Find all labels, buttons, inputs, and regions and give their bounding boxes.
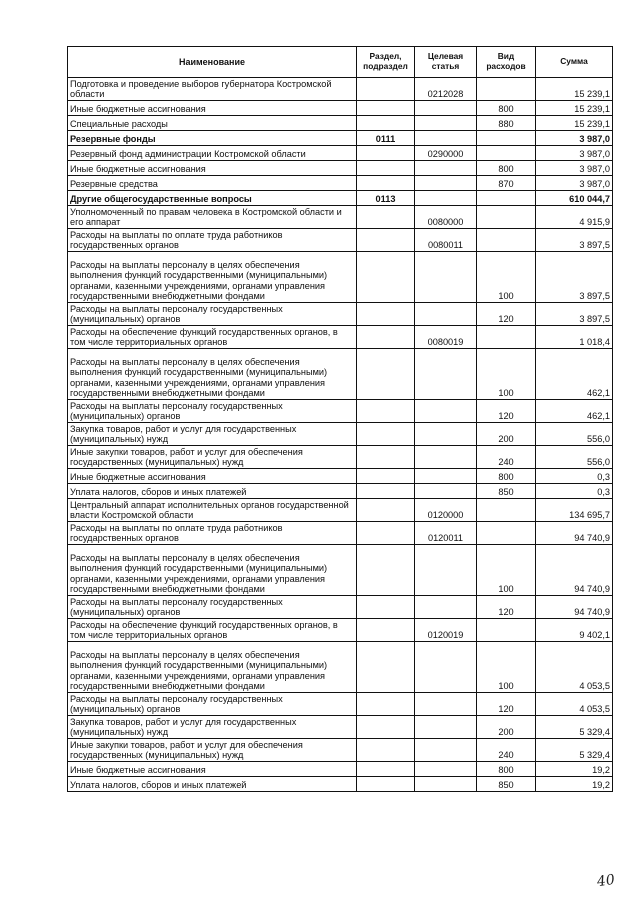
header-sum: Сумма [536,47,613,78]
cell-razdel [357,522,415,545]
cell-razdel [357,693,415,716]
cell-cel [415,116,477,131]
cell-cel [415,484,477,499]
cell-razdel [357,349,415,400]
cell-vid: 100 [477,642,536,693]
cell-name: Другие общегосударственные вопросы [68,191,357,206]
cell-name: Расходы на обеспечение функций государственных органов, в том числе территориальных органов [68,326,357,349]
cell-name: Иные бюджетные ассигнования [68,101,357,116]
header-vid: Вид расходов [477,47,536,78]
table-row [68,596,613,619]
cell-cel [415,777,477,792]
cell-cel [415,642,477,693]
cell-name: Центральный аппарат исполнительных органов государственной власти Костромской области [68,499,357,522]
cell-cel [415,101,477,116]
cell-vid: 120 [477,693,536,716]
cell-sum: 556,0 [536,423,613,446]
cell-vid: 240 [477,446,536,469]
cell-name: Расходы на выплаты по оплате труда работников государственных органов [68,522,357,545]
cell-name: Расходы на выплаты персоналу в целях обеспечения выполнения функций государственными (муниципальными) органами, казенными учреждениями, органами управления государственными внебюджетными фондами [68,252,357,303]
cell-vid: 200 [477,716,536,739]
cell-cel [415,739,477,762]
cell-cel [415,252,477,303]
cell-razdel [357,423,415,446]
cell-sum: 462,1 [536,400,613,423]
cell-cel [415,545,477,596]
table-row [68,400,613,423]
cell-razdel [357,229,415,252]
page-number: 40 [595,871,616,891]
cell-cel [415,131,477,146]
cell-cel: 0080000 [415,206,477,229]
cell-razdel [357,642,415,693]
table-row [68,739,613,762]
cell-name: Иные бюджетные ассигнования [68,161,357,176]
table-row [68,303,613,326]
cell-vid: 800 [477,101,536,116]
cell-vid: 800 [477,161,536,176]
cell-cel [415,469,477,484]
cell-cel [415,596,477,619]
cell-vid: 200 [477,423,536,446]
cell-name: Расходы на выплаты персоналу в целях обеспечения выполнения функций государственными (муниципальными) органами, казенными учреждениями, органами управления государственными внебюджетными фондами [68,545,357,596]
cell-sum: 3 987,0 [536,161,613,176]
cell-name: Иные закупки товаров, работ и услуг для обеспечения государственных (муниципальных) нужд [68,739,357,762]
table-row [68,522,613,545]
cell-razdel [357,146,415,161]
table-row [68,206,613,229]
cell-vid: 850 [477,777,536,792]
cell-cel [415,446,477,469]
cell-vid: 120 [477,400,536,423]
cell-name: Расходы на выплаты персоналу государственных (муниципальных) органов [68,400,357,423]
cell-sum: 556,0 [536,446,613,469]
cell-razdel [357,78,415,101]
cell-sum: 134 695,7 [536,499,613,522]
cell-name: Резервный фонд администрации Костромской области [68,146,357,161]
header-razdel: Раздел, подраздел [357,47,415,78]
cell-sum: 15 239,1 [536,78,613,101]
cell-vid [477,131,536,146]
cell-sum: 462,1 [536,349,613,400]
cell-razdel [357,596,415,619]
table-row [68,469,613,484]
cell-cel: 0080011 [415,229,477,252]
cell-name: Закупка товаров, работ и услуг для государственных (муниципальных) нужд [68,423,357,446]
table-row [68,499,613,522]
table-row [68,349,613,400]
cell-razdel: 0113 [357,191,415,206]
cell-vid: 120 [477,303,536,326]
cell-name: Расходы на выплаты персоналу в целях обеспечения выполнения функций государственными (муниципальными) органами, казенными учреждениями, органами управления государственными внебюджетными фондами [68,642,357,693]
cell-sum: 3 987,0 [536,176,613,191]
cell-cel [415,423,477,446]
cell-razdel: 0111 [357,131,415,146]
cell-vid [477,206,536,229]
table-row [68,146,613,161]
cell-vid: 240 [477,739,536,762]
cell-cel: 0080019 [415,326,477,349]
cell-cel: 0120011 [415,522,477,545]
cell-name: Уполномоченный по правам человека в Костромской области и его аппарат [68,206,357,229]
cell-vid [477,499,536,522]
cell-name: Иные закупки товаров, работ и услуг для обеспечения государственных (муниципальных) нужд [68,446,357,469]
cell-name: Иные бюджетные ассигнования [68,762,357,777]
table-header-row [68,47,613,78]
cell-sum: 15 239,1 [536,101,613,116]
cell-cel [415,762,477,777]
cell-sum: 9 402,1 [536,619,613,642]
cell-razdel [357,469,415,484]
cell-sum: 3 897,5 [536,303,613,326]
cell-vid [477,619,536,642]
table-row [68,101,613,116]
cell-razdel [357,161,415,176]
cell-sum: 0,3 [536,484,613,499]
cell-cel: 0212028 [415,78,477,101]
cell-vid: 800 [477,469,536,484]
cell-vid: 880 [477,116,536,131]
table-row [68,446,613,469]
cell-name: Расходы на выплаты персоналу в целях обеспечения выполнения функций государственными (муниципальными) органами, казенными учреждениями, органами управления государственными внебюджетными фондами [68,349,357,400]
cell-vid: 800 [477,762,536,777]
cell-vid: 100 [477,252,536,303]
table-row [68,78,613,101]
cell-name: Расходы на выплаты персоналу государственных (муниципальных) органов [68,596,357,619]
cell-sum: 5 329,4 [536,739,613,762]
cell-name: Специальные расходы [68,116,357,131]
cell-vid: 120 [477,596,536,619]
cell-cel: 0120000 [415,499,477,522]
cell-sum: 94 740,9 [536,545,613,596]
cell-name: Иные бюджетные ассигнования [68,469,357,484]
cell-name: Закупка товаров, работ и услуг для государственных (муниципальных) нужд [68,716,357,739]
cell-cel [415,693,477,716]
cell-name: Резервные фонды [68,131,357,146]
table-row [68,326,613,349]
cell-razdel [357,446,415,469]
cell-sum: 15 239,1 [536,116,613,131]
cell-sum: 5 329,4 [536,716,613,739]
cell-cel: 0120019 [415,619,477,642]
cell-name: Расходы на выплаты персоналу государственных (муниципальных) органов [68,303,357,326]
cell-cel [415,191,477,206]
table-row [68,484,613,499]
table-row [68,161,613,176]
cell-sum: 4 915,9 [536,206,613,229]
cell-name: Подготовка и проведение выборов губернатора Костромской области [68,78,357,101]
cell-sum: 94 740,9 [536,522,613,545]
cell-razdel [357,739,415,762]
cell-vid: 850 [477,484,536,499]
cell-razdel [357,499,415,522]
cell-razdel [357,619,415,642]
cell-sum: 19,2 [536,777,613,792]
header-name: Наименование [68,47,357,78]
cell-sum: 3 987,0 [536,131,613,146]
table-row [68,131,613,146]
cell-name: Расходы на выплаты по оплате труда работников государственных органов [68,229,357,252]
cell-razdel [357,400,415,423]
table-row [68,642,613,693]
cell-sum: 94 740,9 [536,596,613,619]
cell-vid: 870 [477,176,536,191]
cell-vid [477,78,536,101]
cell-name: Уплата налогов, сборов и иных платежей [68,484,357,499]
cell-cel [415,161,477,176]
table-row [68,762,613,777]
cell-sum: 3 987,0 [536,146,613,161]
cell-razdel [357,252,415,303]
cell-razdel [357,176,415,191]
cell-vid [477,191,536,206]
table-row [68,176,613,191]
table-row [68,693,613,716]
cell-name: Уплата налогов, сборов и иных платежей [68,777,357,792]
budget-table [67,46,613,792]
cell-sum: 1 018,4 [536,326,613,349]
table-row [68,545,613,596]
table-row [68,716,613,739]
cell-sum: 19,2 [536,762,613,777]
cell-name: Расходы на выплаты персоналу государственных (муниципальных) органов [68,693,357,716]
cell-vid [477,326,536,349]
header-cel: Целевая статья [415,47,477,78]
cell-razdel [357,545,415,596]
cell-razdel [357,762,415,777]
cell-cel [415,716,477,739]
cell-razdel [357,101,415,116]
cell-vid: 100 [477,349,536,400]
table-row [68,252,613,303]
cell-sum: 3 897,5 [536,252,613,303]
cell-razdel [357,303,415,326]
cell-vid [477,146,536,161]
cell-name: Расходы на обеспечение функций государственных органов, в том числе территориальных органов [68,619,357,642]
cell-sum: 610 044,7 [536,191,613,206]
cell-sum: 4 053,5 [536,642,613,693]
table-row [68,619,613,642]
table-row [68,229,613,252]
cell-razdel [357,716,415,739]
cell-cel [415,303,477,326]
cell-sum: 0,3 [536,469,613,484]
cell-vid [477,229,536,252]
cell-razdel [357,116,415,131]
cell-name: Резервные средства [68,176,357,191]
table-row [68,116,613,131]
cell-vid: 100 [477,545,536,596]
cell-razdel [357,206,415,229]
cell-cel [415,349,477,400]
table-body [68,78,613,792]
cell-cel [415,400,477,423]
cell-cel [415,176,477,191]
cell-vid [477,522,536,545]
cell-cel: 0290000 [415,146,477,161]
cell-sum: 4 053,5 [536,693,613,716]
table-row [68,777,613,792]
cell-razdel [357,484,415,499]
cell-razdel [357,777,415,792]
table-row [68,191,613,206]
cell-razdel [357,326,415,349]
table-row [68,423,613,446]
cell-sum: 3 897,5 [536,229,613,252]
